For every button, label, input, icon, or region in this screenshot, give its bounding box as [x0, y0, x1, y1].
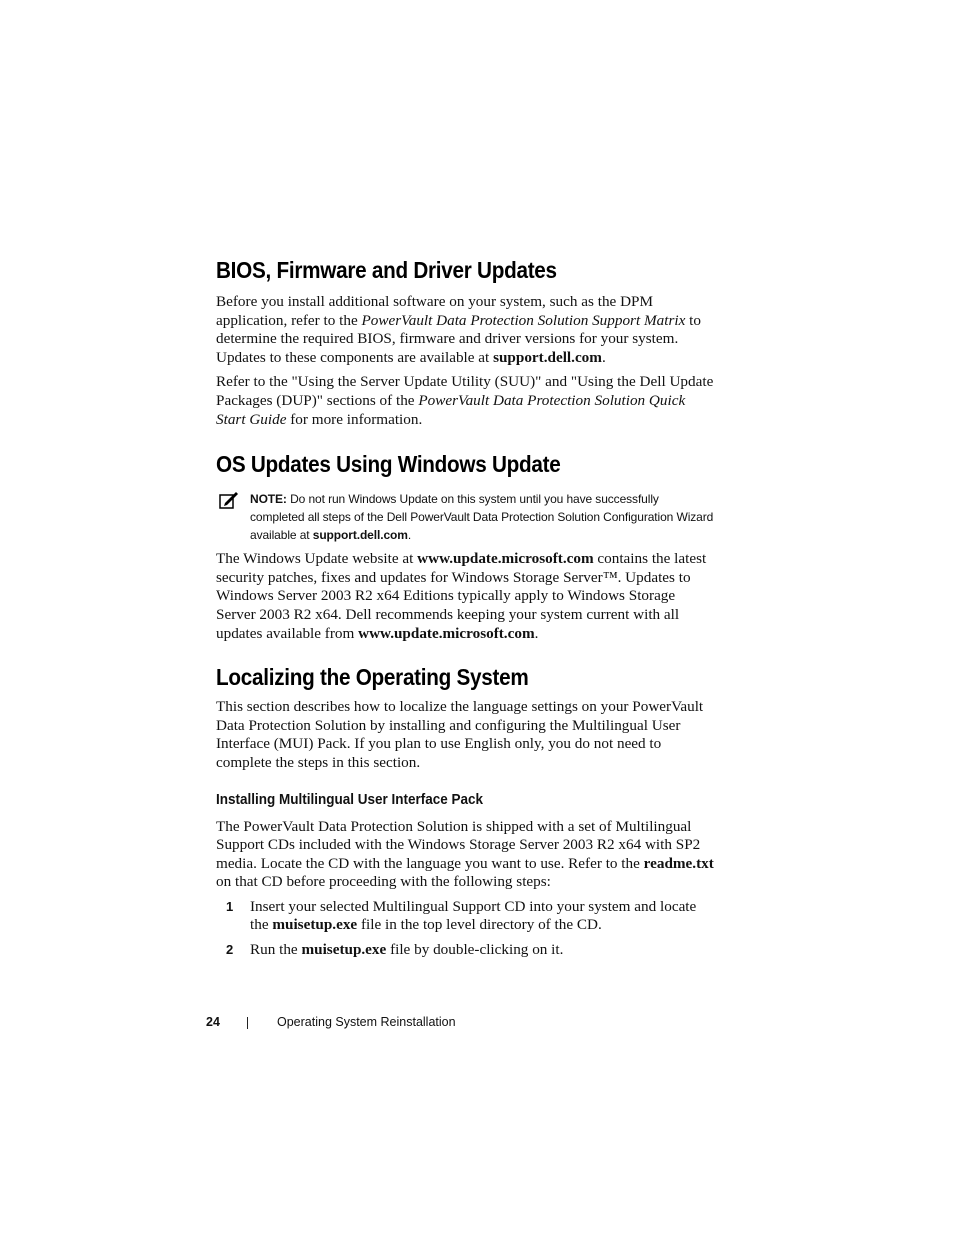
heading-os-updates: OS Updates Using Windows Update [216, 451, 561, 478]
steps-list [216, 898, 716, 960]
page-footer [206, 1015, 606, 1035]
note-label: NOTE: [250, 492, 287, 507]
page-content [216, 255, 716, 960]
heading-bios-updates: BIOS, Firmware and Driver Updates [216, 257, 557, 283]
pencil-note-icon [219, 491, 239, 509]
list-item: 1 Insert your selected Multilingual Support CD into your system and locate the muisetup.exe file in the top level directory of the CD. [226, 897, 697, 934]
paragraph-os-1: The Windows Update website at www.update.microsoft.com contains the latest security patches, fixes and updates for Windows Storage Server™. Updates to Windows Server 2003 R2 x64 Editions typically apply to Windows Storage Server 2003 R2 x64. Dell recommends keeping your system current with all updates available from www.update.microsoft.com. [216, 550, 707, 642]
heading-localizing-os: Localizing the Operating System [216, 664, 529, 691]
list-item: 2 Run the muisetup.exe file by double-clicking on it. [226, 941, 564, 959]
step-number: 2 [226, 942, 234, 958]
paragraph-localize-2: The PowerVault Data Protection Solution is shipped with a set of Multilingual Support CDs included with the Windows Storage Server 2003 R2 x64 with SP2 media. Locate the CD with the language you want to use. Refer to the readme.txt on that CD before proceeding with the following steps: [216, 817, 714, 891]
note-box: NOTE: Do not run Windows Update on this system until you have successfully completed all steps of the Dell PowerVault Data Protection Solution Configuration Wizard available at support.dell.com. [216, 490, 716, 544]
paragraph-bios-2: Refer to the "Using the Server Update Utility (SUU)" and "Using the Dell Update Packages (DUP)" sections of the PowerVault Data Protection Solution Quick Start Guide for more information. [216, 373, 714, 428]
subheading-mui-pack: Installing Multilingual User Interface Pack [216, 790, 484, 808]
footer-divider [247, 1017, 248, 1029]
step-number: 1 [226, 898, 234, 914]
paragraph-bios-1: Before you install additional software on your system, such as the DPM application, refer to the PowerVault Data Protection Solution Support Matrix to determine the required BIOS, firmware and driver versions for your system. Updates to these components are available at support.dell.com. [216, 293, 701, 366]
page-number: 24 [206, 1015, 220, 1029]
footer-section-title: Operating System Reinstallation [277, 1015, 456, 1029]
paragraph-localize-1: This section describes how to localize the language settings on your PowerVault Data Protection Solution by installing and configuring the Multilingual User Interface (MUI) Pack. If you plan to use English only, you do not need to complete the steps in this section. [216, 698, 704, 771]
